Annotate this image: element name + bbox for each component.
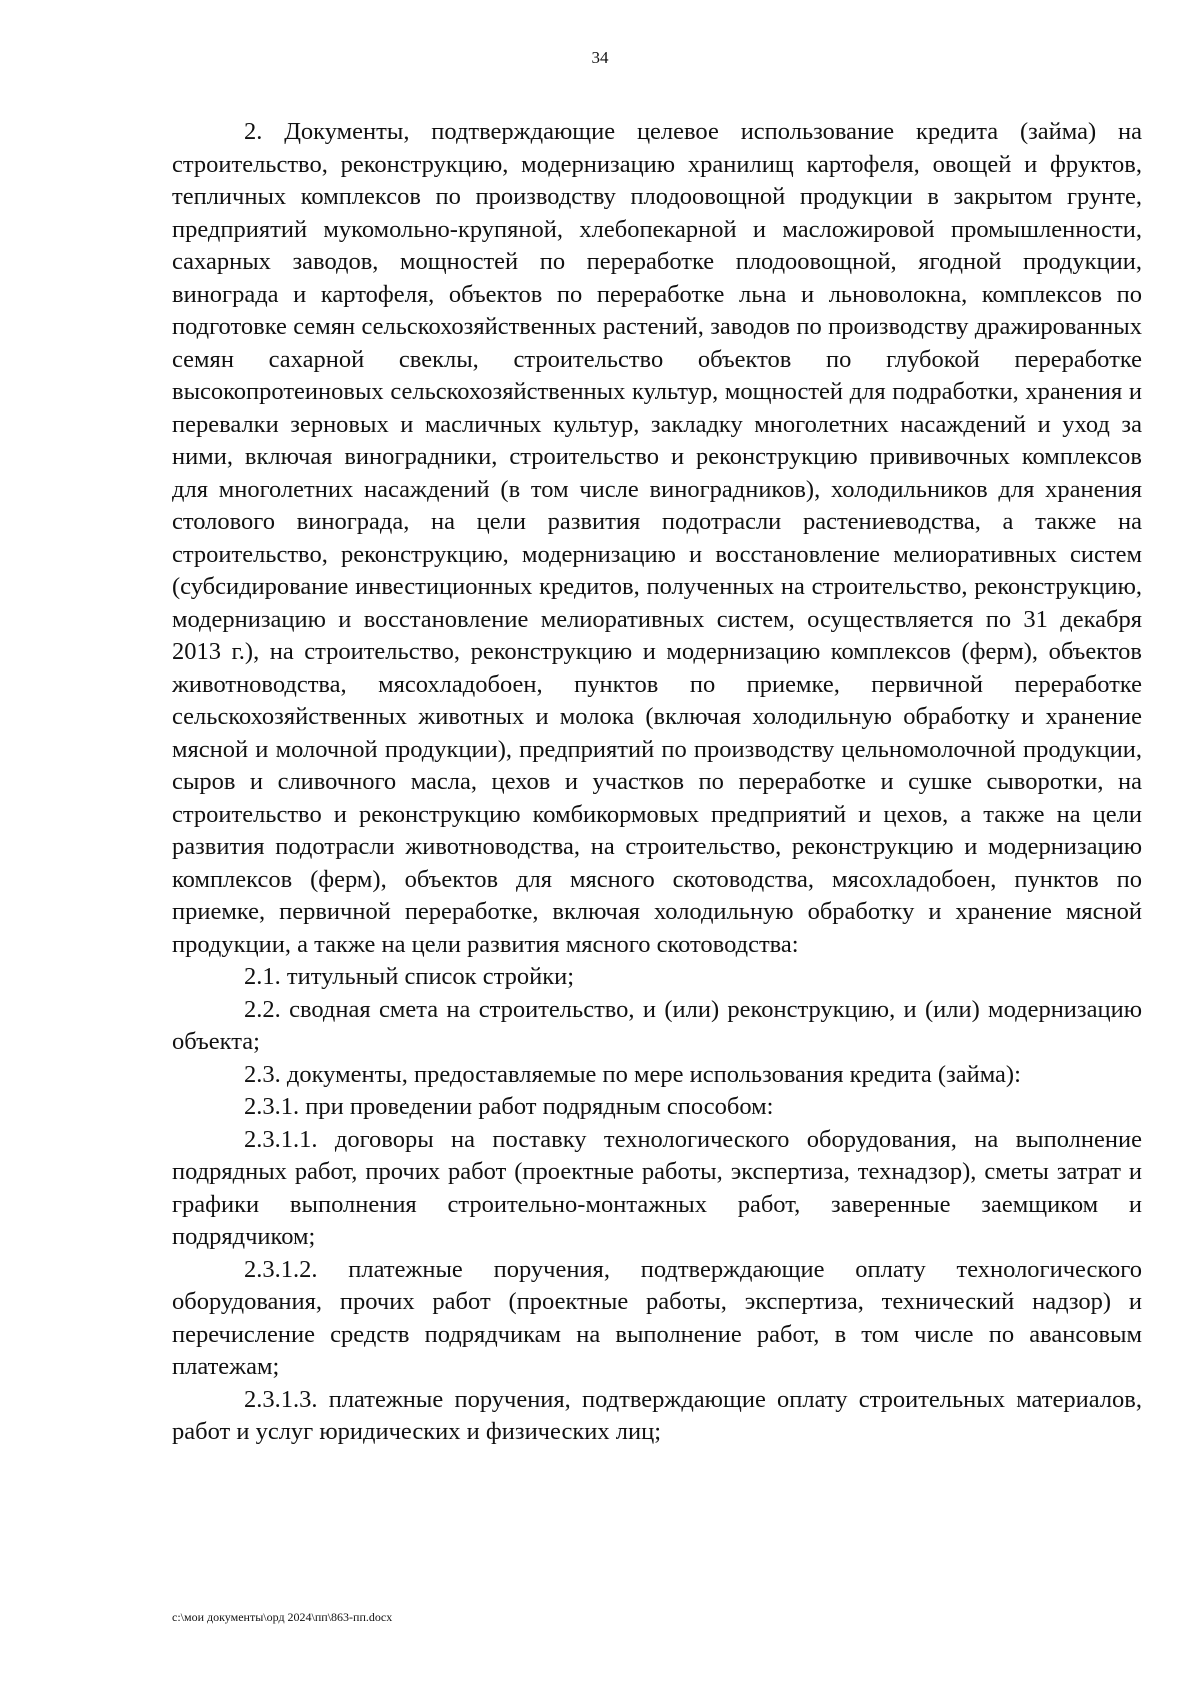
footer-file-path: c:\мои документы\орд 2024\пп\863-пп.docx — [172, 1610, 393, 1624]
paragraph-2-1: 2.1. титульный список стройки; — [244, 963, 575, 990]
paragraph-2-2: 2.2. сводная смета на строительство, и (или) реконструкцию, и (или) модернизацию объекта; — [172, 995, 1142, 1055]
paragraph-2-3-1: 2.3.1. при проведении работ подрядным способом: — [244, 1093, 774, 1120]
paragraph-2-3-1-1: 2.3.1.1. договоры на поставку технологического оборудования, на выполнение подрядных работ, прочих работ (проектные работы, экспертиза, технадзор), сметы затрат и графики выполнения строительно-монтажных работ, заверенные заемщиком и подрядчиком; — [172, 1125, 1142, 1250]
paragraph-2: 2. Документы, подтверждающие целевое использование кредита (займа) на строительство, реконструкцию, модернизацию хранилищ картофеля, овощей и фруктов, тепличных комплексов по производству плодоовощной продукции в закрытом грунте, предприятий мукомольно-крупяной, хлебопекарной и масложировой промышленности, сахарных заводов, мощностей по переработке плодоовощной, ягодной продукции, винограда и картофеля, объектов по переработке льна и льноволокна, комплексов по подготовке семян сельскохозяйственных растений, заводов по производству дражированных семян сахарной свеклы, строительство объектов по глубокой переработке высокопротеиновых сельскохозяйственных культур, мощностей для подработки, хранения и перевалки зерновых и масличных культур, закладку многолетних насаждений и уход за ними, включая виноградники, строительство и реконструкцию прививочных комплексов для многолетних насаждений (в том числе виноградников), холодильников для хранения столового винограда, на цели развития подотрасли растениеводства, а также на строительство, реконструкцию, модернизацию и восстановление мелиоративных систем (субсидирование инвестиционных кредитов, полученных на строительство, реконструкцию, модернизацию и восстановление мелиоративных систем, осуществляется по 31 декабря 2013 г.), на строительство, реконструкцию и модернизацию комплексов (ферм), объектов животноводства, мясохладобоен, пунктов по приемке, первичной переработке сельскохозяйственных животных и молока (включая холодильную обработку и хранение мясной и молочной продукции), предприятий по производству цельномолочной продукции, сыров и сливочного масла, цехов и участков по переработке и сушке сыворотки, на строительство и реконструкцию комбикормовых предприятий и цехов, а также на цели развития подотрасли животноводства, на строительство, реконструкцию и модернизацию комплексов (ферм), объектов для мясного скотоводства, мясохладобоен, пунктов по приемке, первичной переработке, включая холодильную обработку и хранение мясной продукции, а также на цели развития мясного скотоводства: — [172, 118, 1142, 958]
paragraph-2-3-1-2: 2.3.1.2. платежные поручения, подтверждающие оплату технологического оборудования, прочих работ (проектные работы, экспертиза, технический надзор) и перечисление средств подрядчикам на выполнение работ, в том числе по авансовым платежам; — [172, 1255, 1142, 1380]
paragraph-2-3: 2.3. документы, предоставляемые по мере использования кредита (займа): — [244, 1060, 1021, 1088]
paragraph-2-3-1-3: 2.3.1.3. платежные поручения, подтверждающие оплату строительных материалов, работ и услуг юридических и физических лиц; — [172, 1385, 1142, 1445]
document-body — [172, 116, 1142, 1449]
page-number: 34 — [591, 48, 609, 67]
